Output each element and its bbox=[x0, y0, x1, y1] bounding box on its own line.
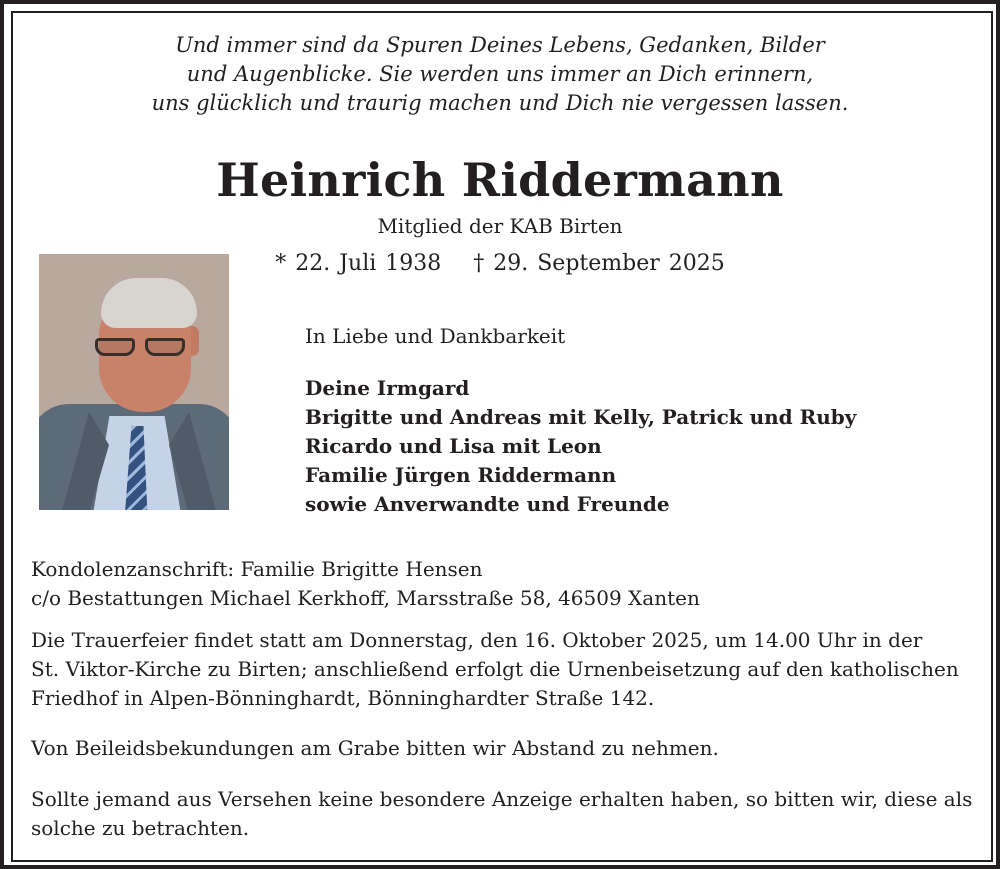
graveside-line: Von Beileidsbekundungen am Grabe bitten wir Abstand zu nehmen. bbox=[31, 736, 719, 760]
condolence-line: c/o Bestattungen Michael Kerkhoff, Marsstraße 58, 46509 Xanten bbox=[31, 586, 700, 610]
graveside-note bbox=[31, 734, 971, 763]
closing-line: Sollte jemand aus Versehen keine besondere Anzeige erhalten haben, so bitten wir, diese als bbox=[31, 787, 973, 811]
verse-line: und Augenblicke. Sie werden uns immer an Dich erinnern, bbox=[186, 62, 814, 86]
mourners-list bbox=[305, 374, 856, 519]
closing-line: solche zu betrachten. bbox=[31, 816, 250, 840]
deceased-affiliation: Mitglied der KAB Birten bbox=[377, 214, 623, 238]
mourner-line: Deine Irmgard bbox=[305, 376, 470, 400]
mourner-line: Brigitte und Andreas mit Kelly, Patrick und Ruby bbox=[305, 405, 857, 429]
condolence-line: Kondolenzanschrift: Familie Brigitte Hensen bbox=[31, 557, 483, 581]
birth-date: * 22. Juli 1938 bbox=[275, 251, 442, 276]
memorial-verse bbox=[0, 31, 1000, 118]
mourner-line: sowie Anverwandte und Freunde bbox=[305, 492, 670, 516]
mourners-intro: In Liebe und Dankbarkeit bbox=[305, 324, 566, 348]
mourner-line: Ricardo und Lisa mit Leon bbox=[305, 434, 602, 458]
funeral-info bbox=[31, 626, 971, 713]
mourner-line: Familie Jürgen Riddermann bbox=[305, 463, 617, 487]
photo-lens-left bbox=[95, 338, 135, 356]
verse-line: Und immer sind da Spuren Deines Lebens, Gedanken, Bilder bbox=[175, 33, 825, 57]
glasses-icon bbox=[93, 338, 189, 358]
death-date: † 29. September 2025 bbox=[473, 251, 725, 276]
funeral-line: Die Trauerfeier findet statt am Donnerstag, den 16. Oktober 2025, um 14.00 Uhr in der bbox=[31, 628, 923, 652]
photo-hair bbox=[101, 278, 197, 328]
condolence-address bbox=[31, 555, 971, 613]
portrait-photo bbox=[39, 254, 229, 510]
closing-note bbox=[31, 785, 971, 843]
verse-line: uns glücklich und traurig machen und Dich nie vergessen lassen. bbox=[151, 91, 849, 115]
deceased-name: Heinrich Riddermann bbox=[216, 153, 784, 207]
funeral-line: St. Viktor-Kirche zu Birten; anschließend erfolgt die Urnenbeisetzung auf den katholischen bbox=[31, 657, 959, 681]
photo-lens-right bbox=[145, 338, 185, 356]
funeral-line: Friedhof in Alpen-Bönninghardt, Bönninghardter Straße 142. bbox=[31, 686, 655, 710]
